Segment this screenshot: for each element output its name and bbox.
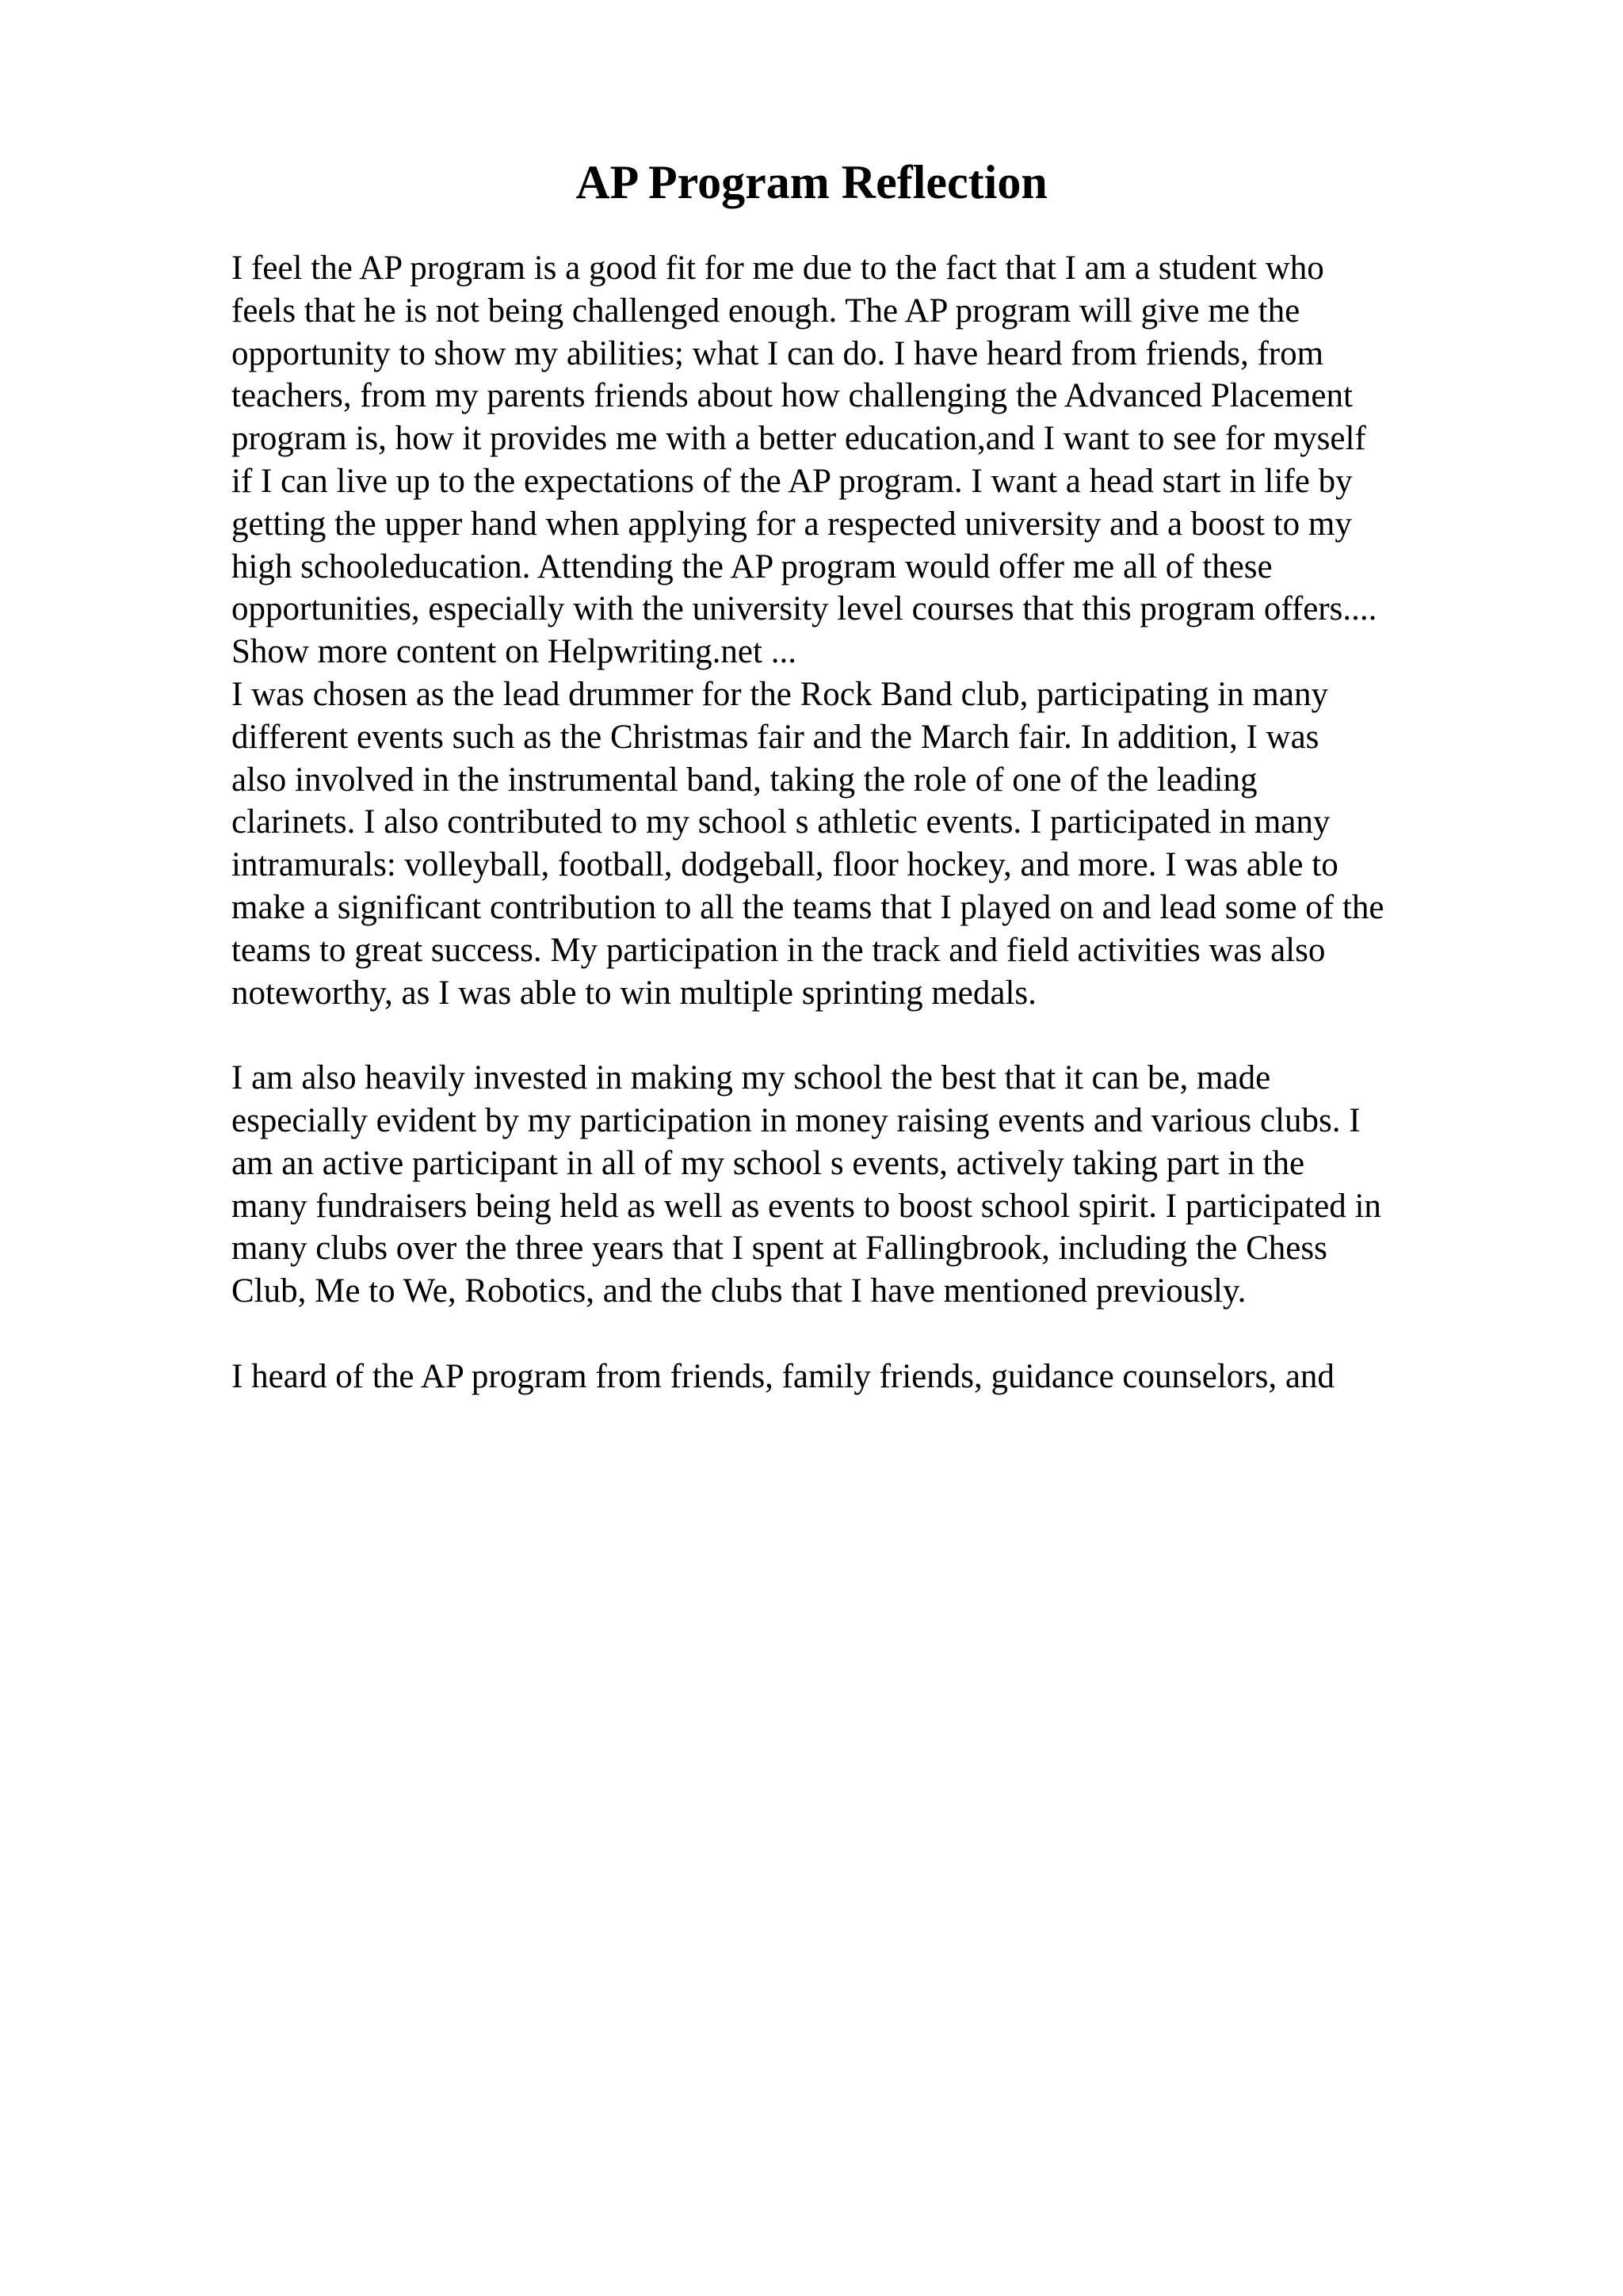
text-line: many fundraisers being held as well as events to boost school spirit. I participated in bbox=[231, 1187, 1381, 1225]
text-line: make a significant contribution to all the teams that I played on and lead some of the bbox=[231, 888, 1384, 926]
text-line: teams to great success. My participation in the track and field activities was also bbox=[231, 931, 1326, 969]
text-line: also involved in the instrumental band, taking the role of one of the leading bbox=[231, 761, 1258, 799]
text-line: I heard of the AP program from friends, family friends, guidance counselors, and bbox=[231, 1357, 1335, 1395]
text-line: high schooleducation. Attending the AP program would offer me all of these bbox=[231, 547, 1273, 585]
text-line: Club, Me to We, Robotics, and the clubs that I have mentioned previously. bbox=[231, 1272, 1247, 1310]
paragraph-gap bbox=[231, 1014, 1499, 1057]
text-line: opportunity to show my abilities; what I can do. I have heard from friends, from bbox=[231, 334, 1324, 372]
text-line: program is, how it provides me with a better education,and I want to see for myself bbox=[231, 420, 1366, 458]
document-title: AP Program Reflection bbox=[575, 156, 1048, 208]
text-line: am an active participant in all of my school s events, actively taking part in the bbox=[231, 1144, 1305, 1182]
text-line: I feel the AP program is a good fit for me due to the fact that I am a student who bbox=[231, 250, 1324, 287]
text-line: noteworthy, as I was able to win multiple sprinting medals. bbox=[231, 974, 1037, 1012]
text-line: opportunities, especially with the university level courses that this program offers.... bbox=[231, 590, 1377, 628]
paragraph-gap bbox=[231, 1313, 1499, 1356]
text-line: different events such as the Christmas fair and the March fair. In addition, I was bbox=[231, 718, 1319, 756]
text-line: especially evident by my participation in money raising events and various clubs. I bbox=[231, 1101, 1361, 1139]
text-line: intramurals: volleyball, football, dodgeball, floor hockey, and more. I was able to bbox=[231, 846, 1338, 884]
text-line: teachers, from my parents friends about how challenging the Advanced Placement bbox=[231, 377, 1353, 415]
text-line: feels that he is not being challenged enough. The AP program will give me the bbox=[231, 292, 1300, 330]
text-line: clarinets. I also contributed to my school s athletic events. I participated in many bbox=[231, 803, 1331, 841]
text-line: getting the upper hand when applying for a respected university and a boost to my bbox=[231, 505, 1352, 543]
show-more-link[interactable]: Show more content on Helpwriting.net ... bbox=[231, 633, 796, 671]
text-line: I am also heavily invested in making my school the best that it can be, made bbox=[231, 1059, 1271, 1097]
text-line: many clubs over the three years that I spent at Fallingbrook, including the Chess bbox=[231, 1230, 1327, 1268]
text-line: if I can live up to the expectations of the AP program. I want a head start in life by bbox=[231, 462, 1353, 500]
document-body bbox=[231, 247, 1499, 1398]
text-line: I was chosen as the lead drummer for the Rock Band club, participating in many bbox=[231, 675, 1328, 713]
